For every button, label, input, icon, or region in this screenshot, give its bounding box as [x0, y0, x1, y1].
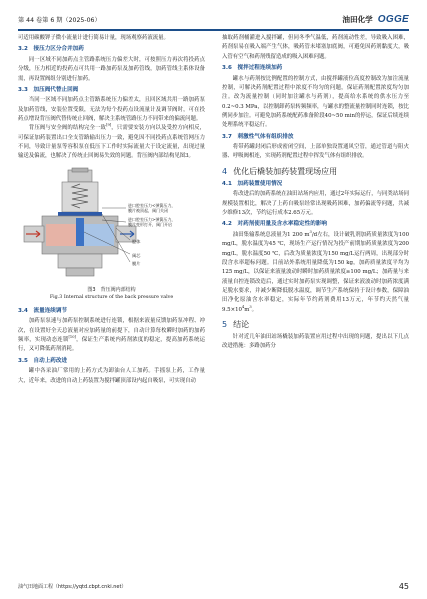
chapter-number: 4: [222, 166, 228, 176]
paragraph: [18, 124, 205, 161]
chapter-number: 5: [222, 319, 228, 329]
paragraph: 罐水与药剂按比例配置的控制方式，由搅拌罐液位高度控制改为加注流量控制，可解决药剂配置过程中浓度不均匀的问题，保证药剂配置浓度均匀加注。改为流量控制（同时加注罐水与药剂），提高给水系统的供水压力至 0.2~0.3 MPa，以控制卸药泵转频频率，与罐水的整流量控制同时连锁，按比例同步加注。可避免加药系统配药准备阶段40~50 min的停运，保证后续连续处理系统平稳运行。: [222, 75, 409, 129]
figure-label: 进口腔室压力<弹簧压力，: [128, 202, 176, 208]
paragraph-text: /d左右，设计破乳剂加药质量浓度为100 mg/L，脱水温度为45 ℃，现场生产运行情况为投产前期加药质量浓度为200 mg/L，脱水温度50 ℃，后改为质量浓度为150 mg/L运行两周，出现部分时段含水率超标问题。目前站外系统用量降低为150 kg，加药质量浓度平均为125 mg/L，以保证来液量波动时瞬时加药质量浓度≥100 mg/L；加药量与来液量自控连锁改造后，通过实时加药泵实现调整，保证来液波动时加药浓度满足脱水要求，并减少断降低脱水温度，调节生产系统保持于设计参数，保障油田净化原油含水率稳定，实际年节约药剂费用13万元，年节约天然气量9.5×10: [222, 231, 409, 313]
paragraph-text: 油田集输系统总液量为1 200 m: [232, 231, 310, 238]
section-heading: 3.4 流量连续调节: [18, 307, 68, 314]
superscript: 4: [241, 304, 245, 309]
chapter-title: 优化后橇装加药装置现场应用: [233, 166, 338, 176]
figure-label-closed: [128, 203, 175, 214]
paragraph-text: 加药泵泵速与加药泵控制系统进行连锁，根据来液量反馈加药泵冲程、冲次，在设置好全天总液量对应加药量的前提下，自动计算每枚瞬时加药的加药频率，实现动态连锁: [18, 318, 205, 343]
page-header: [18, 10, 409, 28]
journal-brand: [342, 14, 409, 25]
paragraph: 将改进后的加药系统在油田站场内应用，通过2年实际运行，与同类站场同规模装置相比，解决了上药自吸泵经常出现吸药困难，加药偏流等问题，共减少维修13次，节约运行成本2.65万元。: [222, 191, 409, 216]
paragraph: 可适用碳酸钾子微小流量计进行简易计量，现场观察药液流量。: [18, 35, 169, 41]
header-rule: [18, 29, 409, 31]
section-heading: 3.2 接压力区分合并加药: [18, 46, 84, 53]
figure-caption-en: Fig.3 Internal structure of the back pressure valve: [49, 294, 174, 300]
chapter-heading: [222, 166, 409, 177]
paragraph: [222, 231, 409, 315]
page-footer: [18, 581, 409, 591]
figure-label-diaphragm: 膜片: [132, 260, 141, 266]
paragraph: 将带药罐封闭后形成密闭空间，上部单独设置通风空管，通过管道与阻火器、呼吸阀相连，实现药剂配置过程中挥发气体有组织排放。: [222, 144, 409, 160]
paragraph: 罐中各采油厂常用的上药方式为卸油台人工加药。手摇泵上药，工作量大，近年来，改进的自动上药装置为搅拌罐顶部设内起自吸泵，可实现自动: [18, 368, 205, 384]
paragraph: 同一区域不同加药点主管路系统压力偏差大时，可按照压力再次将投药点分级，压力相近的投药点可共用一路加药泵及加药管线，加药管线主系体设备需，再设置阀组分别进行加药。: [18, 56, 205, 82]
superscript: 3: [249, 304, 252, 309]
paragraph-text: 。: [251, 306, 258, 313]
page-number: 45: [398, 581, 409, 591]
figure-label-open: [128, 217, 175, 228]
chapter-title: 结论: [233, 319, 250, 329]
citation: [9]: [106, 123, 112, 128]
section-heading: 3.7 刺激性气体有组织排放: [222, 133, 294, 140]
valve-diagram: [18, 166, 205, 284]
figure-label: 进口腔室压力>弹簧压力，: [128, 216, 176, 222]
journal-logo: OGGE: [377, 13, 409, 25]
figure-label: 膜片被顶起，阀门关闭: [128, 208, 168, 214]
issue-info: 第 44 卷第 6 期（2025-06）: [18, 16, 101, 24]
section-heading: 3.6 搅拌过程连续加药: [222, 65, 283, 72]
paragraph: 当同一区域不同加药点主管路系统压力偏差太，且回区域共用一路加药泵及加药管线，安装位置受限，无法为每个投药点设流量计及调节阀时，可在投药点增设背压阀代替传统止回阀，解决主系统管路压力不同带来的偏流问题。: [18, 97, 205, 123]
paragraph-text: ，只需要安装方向以及受控方向相反，可保证加药装置出口全支管路输出压力一致，避免因不同投药点系统管网压力不同，导致计量泵等容积泵在低压下工作时实际流量大于设定流量，出现过量输送及偏流，也解决了传统止回阀易失效的问题。背压阀内部结构见图3。: [18, 125, 205, 160]
section-heading: 3.3 加压阀代替止回阀: [18, 86, 79, 93]
paragraph-text: m: [244, 306, 250, 313]
footer-journal-url: 油气田地面工程（https://yqtd.cbpt.cnki.net）: [18, 583, 127, 590]
figure-back-pressure-valve: [18, 166, 205, 304]
paragraph: 针对近几年油田站场橇装加药装置应用过程中出现的问题，提出以下几点改进措施：多路加药分: [222, 333, 409, 350]
figure-label-body: 腔体: [132, 238, 141, 244]
figure-label: 膜片变形打开，阀门开启: [128, 222, 172, 228]
figure-caption-cn: 图3 背压阀内部结构: [87, 286, 136, 293]
citation: [10]: [68, 335, 76, 340]
paragraph-text: 背压阀与安全阀的结构完全一致: [28, 125, 107, 132]
paragraph-text: ，保证生产系统内药剂浓度的稳定，提高加药系统运行，又可降低药剂消耗。: [18, 336, 205, 353]
paragraph: 抽取药剂桶灌进入搅拌罐，但同冬季气温低，药剂流动性差，导致吸入困难，药剂泵易在吸入端产生气体，吸药管未堵塞加底阀，可避免因药剂黏度大，吸入管有空气和药剂残留造成的吸入困难问题。: [222, 35, 409, 60]
section-heading: 4.1 加药装置使用情况: [222, 180, 283, 187]
journal-name: 油田化学: [342, 14, 373, 24]
right-column: [222, 34, 409, 352]
paragraph: [18, 317, 205, 354]
chapter-heading: [222, 319, 409, 330]
section-heading: 3.5 自动上药改进: [18, 357, 68, 364]
section-heading: 4.2 对药剂使用量及含水率稳定性的影响: [222, 221, 328, 228]
superscript: 3: [309, 230, 312, 235]
left-column: [18, 34, 205, 386]
figure-label-core: 阀芯: [132, 252, 141, 258]
